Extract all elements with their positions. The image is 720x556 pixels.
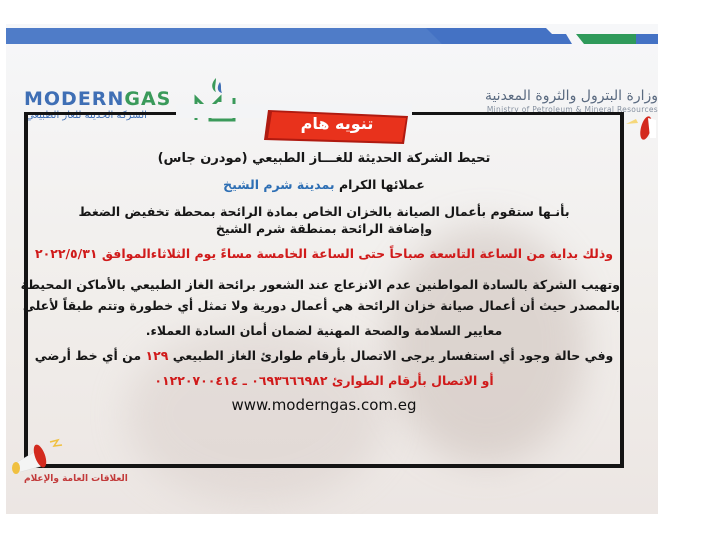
notice-line-5-schedule: وذلك بداية من الساعة التاسعة صباحاً حتى الساعة الخامسة مساءً يوم الثلاثاءالموافق ٢٠٢٢/٥/٣١	[34, 246, 614, 261]
notice-line-2: عملائها الكرام بمدينة شرم الشيخ	[223, 177, 425, 192]
ministry-arabic-name: وزارة البترول والثروة المعدنية	[484, 88, 658, 104]
website-link[interactable]: www.moderngas.com.eg	[231, 396, 417, 414]
notice-body	[20, 150, 620, 414]
banner-title: تنويه هام	[300, 114, 374, 133]
logo-wordmark: MODERNGAS	[24, 88, 172, 110]
megaphone-icon	[616, 110, 656, 146]
header-stripe	[6, 28, 658, 44]
department-label: العلاقات العامة والإعلام	[24, 474, 128, 484]
important-notice-banner	[262, 108, 412, 146]
emergency-number: ١٢٩	[145, 348, 169, 363]
notice-line-4: وإضافة الرائحة بمنطقة شرم الشيخ	[215, 221, 433, 236]
notice-line-9: وفي حالة وجود أي استفسار يرجى الاتصال بأرقام طوارئ الغاز الطبيعي ١٢٩ من أي خط أرضي	[34, 348, 614, 363]
megaphone-icon	[8, 436, 64, 476]
notice-line-1: تحيط الشركة الحديثة للغـــاز الطبيعي (مودرن جاس)	[157, 151, 491, 166]
ministry-english-name: Ministry of Petroleum & Mineral Resources	[486, 105, 658, 114]
city-highlight: بمدينة شرم الشيخ	[223, 177, 335, 192]
notice-line-7: بالمصدر حيث أن أعمال صيانة خزان الرائحة هي أعمال دورية ولا تمثل أي خطورة وتتم طبقاً لأعلى	[22, 298, 620, 313]
notice-line-3: بأنـها ستقوم بأعمال الصيانة بالخزان الخاص بمادة الرائحة بمحطة تخفيض الضغط	[78, 204, 570, 219]
notice-line-8: معايير السلامة والصحة المهنية لضمان أمان السادة العملاء.	[145, 323, 503, 338]
notice-line-10-phones: أو الاتصال بأرقام الطوارئ ٠٦٩٣٦٦٦٩٨٢ ـ ٠١٢٢٠٧٠٠٤١٤	[154, 373, 494, 388]
notice-line-6: وتهيب الشركة بالسادة المواطنين عدم الانزعاج عند الشعور برائحة الغاز الطبيعي بالأماكن المحيطة	[20, 277, 620, 292]
logo-arabic-name: الشركة الحديثة للغاز الطبيعي	[26, 110, 147, 121]
